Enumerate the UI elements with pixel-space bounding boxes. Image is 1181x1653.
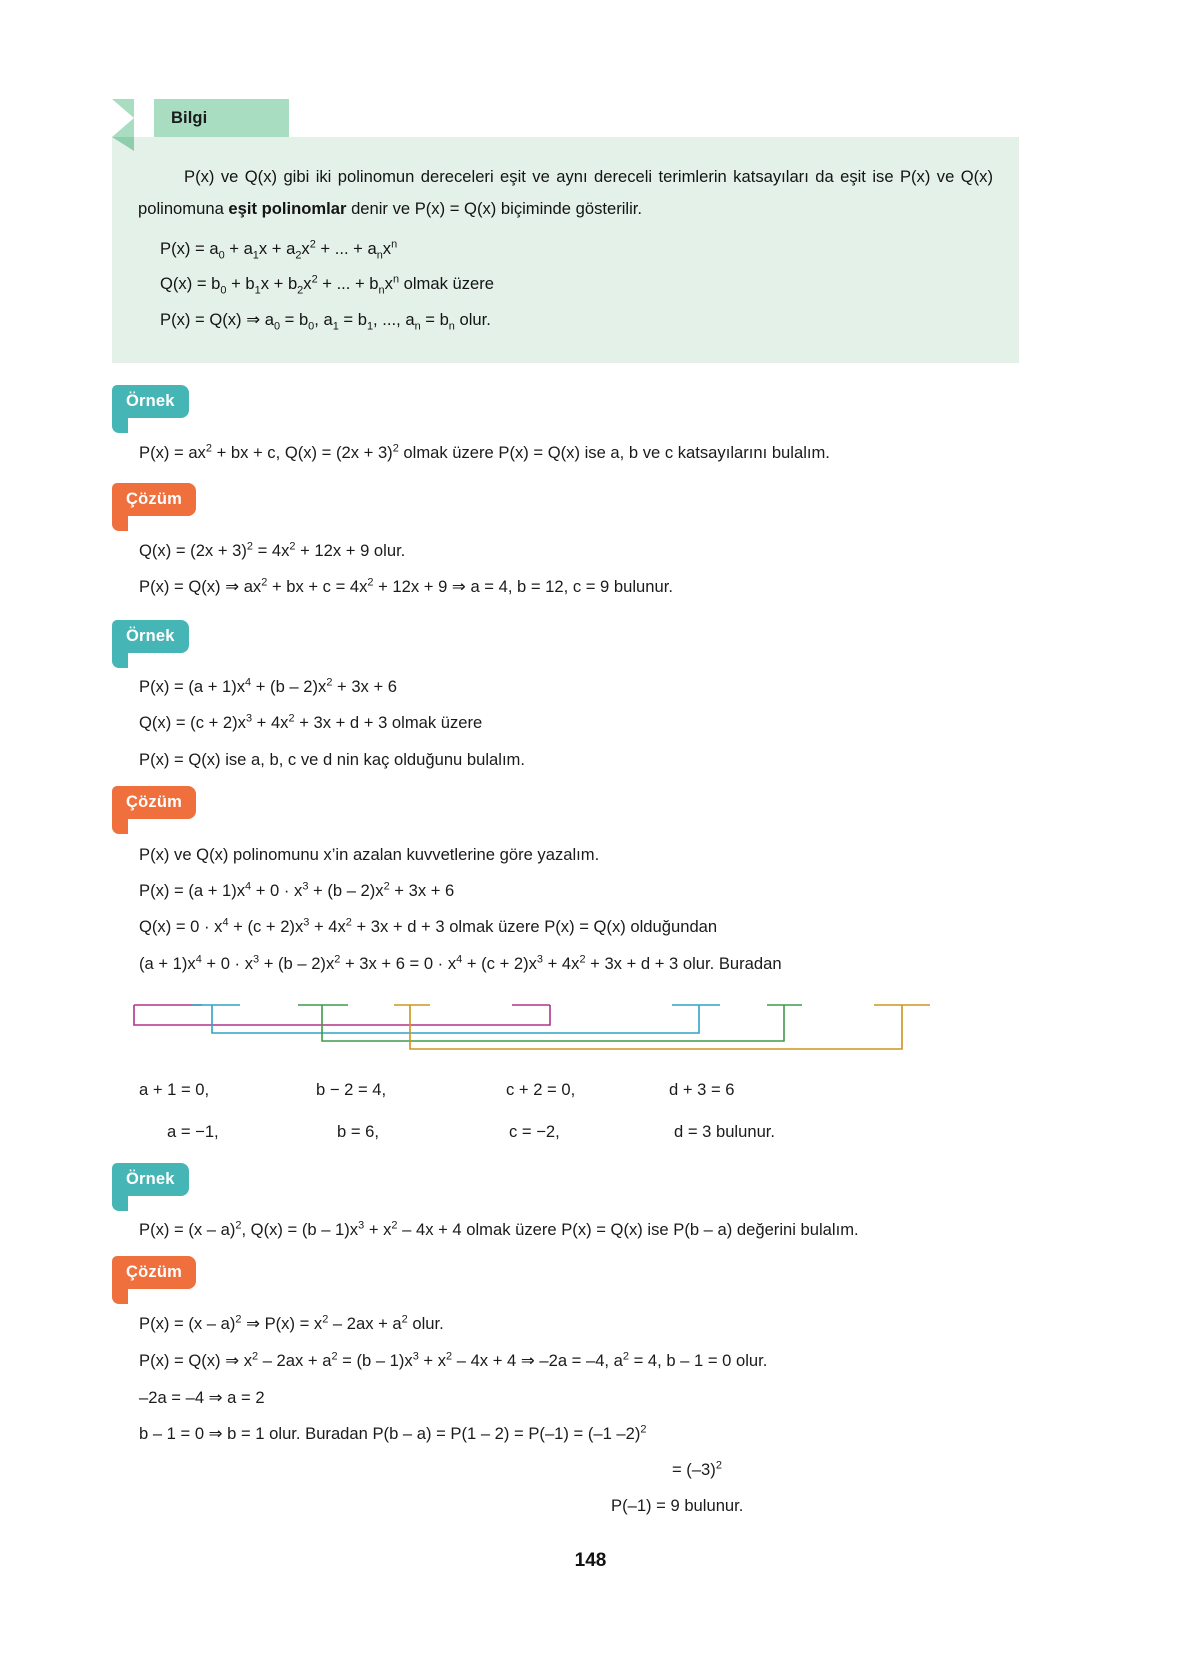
- example3-solution-line-4: b – 1 = 0 ⇒ b = 1 olur. Buradan P(b – a) = P(1 – 2) = P(–1) = (–1 –2)$^2$: [139, 1423, 647, 1443]
- cozum-tag-2: Çözüm: [112, 786, 196, 819]
- example2-solution-line-4: $(a + 1)x^4 + 0 \cdot x^3 + (b - 2)x^2 + 3x + 6 = 0 \cdot x^4 + (c + 2)x^3 + 4x^2 + 3x + d + 3$ olur. Buradan: [139, 953, 782, 973]
- example2-statement-line-2: $Q(x) = (c + 2)x^3 + 4x^2 + 3x + d + 3$ olmak üzere: [139, 712, 483, 732]
- coeff-res-c: c = −2,: [509, 1122, 560, 1141]
- connector-magenta-1: [134, 1005, 550, 1025]
- cozum-tag-2-row: [112, 786, 196, 819]
- cozum-tag-3-row: [112, 1256, 196, 1289]
- example1-statement: $P(x) = ax^2$ + bx + c, $Q(x) = (2x + 3)^2$ olmak üzere P(x) = Q(x) ise a, b ve c katsayılarını bulalım.: [139, 442, 830, 462]
- example2-solution-line-1: P(x) ve Q(x) polinomunu x’in azalan kuvvetlerine göre yazalım.: [139, 845, 600, 864]
- coeff-res-d: d = 3 bulunur.: [674, 1122, 776, 1141]
- example2-statement-line-1: $P(x) = (a + 1)x^4 + (b - 2)x^2 + 3x + 6$: [139, 676, 397, 696]
- example2-statement-line-3: P(x) = Q(x) ise a, b, c ve d nin kaç olduğunu bulalım.: [139, 750, 525, 769]
- info-paragraph-part1: P(x) ve Q(x) gibi iki polinomun dereceleri eşit ve aynı dereceli terimlerin katsayıları da eşit ise P(x) ve Q(x) polinomuna: [138, 167, 993, 219]
- ornek-tag-2-row: [112, 620, 189, 653]
- ornek-tag-3-row: [112, 1163, 189, 1196]
- example3-solution-line-6: P(–1) = 9 bulunur.: [611, 1496, 744, 1515]
- example3-statement: P(x) = (x – a)$^2$, $Q(x) = (b - 1)x^3 + x^2 - 4x + 4$ olmak üzere P(x) = Q(x) ise P(b – a) değerini bulalım.: [139, 1219, 859, 1239]
- info-equation-2: $Q(x) = b_0 + b_1x + b_2x^2$ + ... + $b_nx^n$ olmak üzere: [160, 273, 495, 297]
- example3-solution-line-3: –2a = –4 ⇒ a = 2: [139, 1388, 265, 1407]
- example3-solution-line-1: P(x) = (x – a)$^2$ ⇒ $P(x) = x^2 - 2ax + a^2$ olur.: [139, 1313, 444, 1333]
- ornek-tag-3: Örnek: [112, 1163, 189, 1196]
- example3-solution-line-2: P(x) = Q(x) ⇒ $x^2 - 2ax + a^2 = (b - 1)x^3 + x^2 - 4x + 4$ ⇒ –2a = –4, $a^2 = 4$, b – 1 = 0 olur.: [139, 1350, 768, 1370]
- info-box-tab-label: Bilgi: [171, 108, 208, 127]
- coeff-res-b: b = 6,: [337, 1122, 379, 1141]
- info-equation-3: P(x) = Q(x) ⇒ $a_0 = b_0$, $a_1 = b_1$, ..., $a_n = b_n$ olur.: [160, 309, 491, 333]
- example2-coefficient-equations: [139, 1080, 735, 1100]
- example1-solution-line-1: $Q(x) = (2x + 3)^2 = 4x^2 + 12x + 9$ olur.: [139, 540, 406, 560]
- example1-solution-line-2: P(x) = Q(x) ⇒ $ax^2$ + bx + $c = 4x^2 + 12x + 9$ ⇒ a = 4, b = 12, c = 9 bulunur.: [139, 576, 673, 596]
- example3-solution-line-5: = $(-3)^2$: [672, 1459, 722, 1479]
- coeff-eq-d: d + 3 = 6: [669, 1080, 735, 1099]
- info-equation-1: $P(x) = a_0 + a_1x + a_2x^2$ + ... + $a_nx^n$: [160, 238, 398, 261]
- info-box-body: [112, 137, 1019, 363]
- info-box-paragraph: [138, 161, 993, 226]
- info-box-tab: [154, 99, 289, 137]
- coeff-eq-c: c + 2 = 0,: [506, 1080, 576, 1099]
- connector-orange-1: [394, 1005, 930, 1049]
- ornek-tag-1: Örnek: [112, 385, 189, 418]
- cozum-tag-3: Çözüm: [112, 1256, 196, 1289]
- coeff-eq-a: a + 1 = 0,: [139, 1080, 210, 1099]
- coeff-eq-b: b − 2 = 4,: [316, 1080, 387, 1099]
- ornek-tag-2: Örnek: [112, 620, 189, 653]
- example2-solution-line-3: $Q(x) = 0 \cdot x^4 + (c + 2)x^3 + 4x^2 + 3x + d + 3$ olmak üzere P(x) = Q(x) olduğundan: [139, 916, 718, 936]
- coeff-res-a: a = −1,: [167, 1122, 219, 1141]
- info-paragraph-part2: denir ve P(x) = Q(x) biçiminde gösterilir.: [346, 199, 643, 219]
- info-box: [112, 99, 1019, 363]
- connector-cyan-1: [192, 1005, 720, 1033]
- cozum-tag-1-row: [112, 483, 196, 516]
- cozum-tag-1: Çözüm: [112, 483, 196, 516]
- example2-solution-line-2: $P(x) = (a + 1)x^4 + 0 \cdot x^3 + (b - 2)x^2 + 3x + 6$: [139, 880, 455, 900]
- ornek-tag-1-row: [112, 385, 189, 418]
- page-number: 148: [574, 1550, 607, 1571]
- coefficient-matching-connectors: [112, 1004, 1032, 1064]
- info-paragraph-bold: eşit polinomlar: [228, 199, 347, 219]
- example2-coefficient-results: [167, 1122, 775, 1142]
